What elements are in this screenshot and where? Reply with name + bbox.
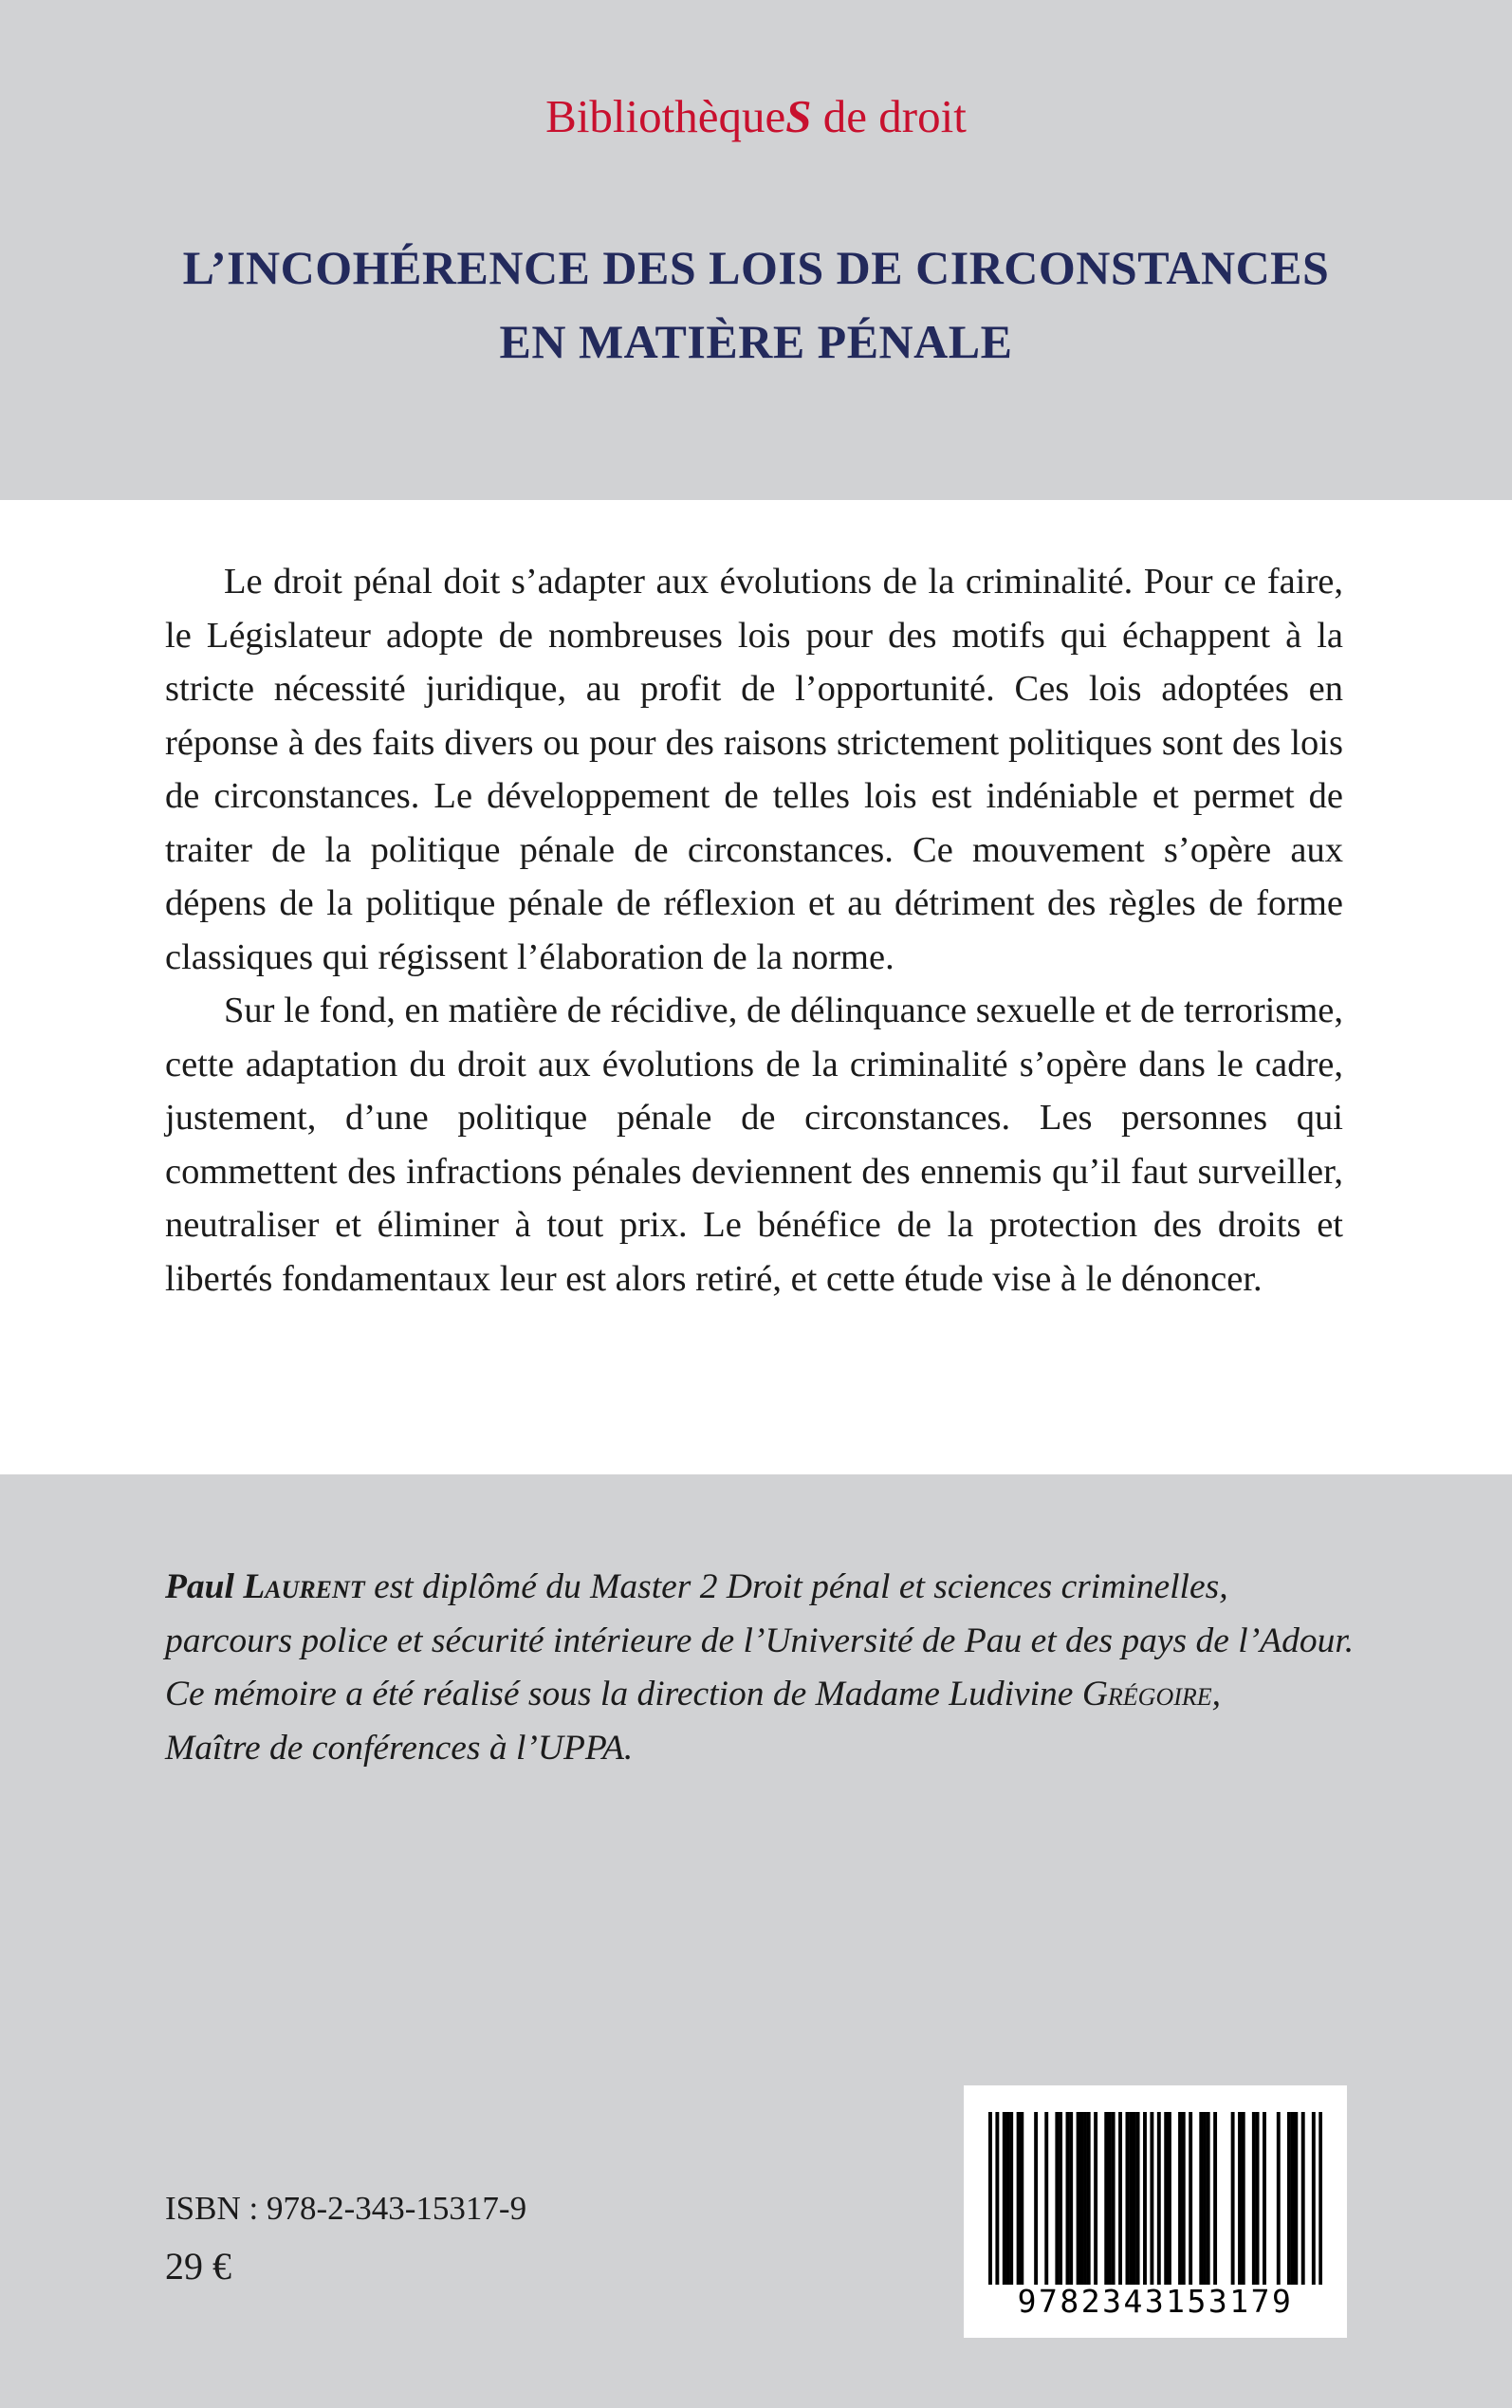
barcode-bar [1129,2112,1133,2285]
barcode-bar [1077,2112,1080,2285]
author-last-name: Laurent [243,1567,365,1606]
barcode-bar [1238,2112,1242,2285]
barcode-bar [1136,2112,1140,2285]
barcode-bar [1034,2112,1038,2285]
barcode-bar [1168,2112,1171,2285]
author-note-line-4: Maître de conférences à l’UPPA. [165,1728,634,1768]
barcode-bar [1199,2112,1203,2285]
barcode-bar [1277,2112,1281,2285]
barcode-bar [1143,2112,1147,2285]
barcode-bar [1312,2112,1316,2285]
barcode-bar [1044,2112,1048,2285]
barcode-bar [1164,2112,1168,2285]
barcode-bar [1094,2112,1097,2285]
book-title [0,231,1512,379]
barcode-bar [1157,2112,1161,2285]
barcode-bar [1213,2112,1217,2285]
barcode-bar [1066,2112,1070,2285]
author-note-line-3 [165,1668,1351,1722]
price-label: 29 € [165,2245,231,2288]
barcode-bar [1301,2112,1305,2285]
barcode-bar [995,2112,999,2285]
barcode-bar [1291,2112,1295,2285]
barcode-bar [1150,2112,1153,2285]
barcode-bar [1203,2112,1207,2285]
author-name [165,1567,365,1606]
barcode-bar [1104,2112,1108,2285]
barcode-bar [1256,2112,1260,2285]
barcode-bar [1059,2112,1062,2285]
barcode-bar [1231,2112,1235,2285]
barcode-bar [1118,2112,1122,2285]
barcode-bar [1069,2112,1073,2285]
title-line-2: EN MATIÈRE PÉNALE [499,315,1013,368]
series-name [0,89,1512,143]
barcode-bar [1133,2112,1136,2285]
title-line-1: L’INCOHÉRENCE DES LOIS DE CIRCONSTANCES [182,241,1330,294]
barcode-bar [1182,2112,1186,2285]
series-prefix: Bibliothèque [545,90,786,142]
barcode-bar [1009,2112,1013,2285]
barcode-bar [988,2112,992,2285]
barcode-icon [988,2112,1322,2285]
barcode-bar [1079,2112,1083,2285]
barcode-bar [1242,2112,1245,2285]
supervision-comma: , [1211,1675,1222,1713]
barcode-bar [1252,2112,1256,2285]
barcode-bar [1287,2112,1291,2285]
barcode-bar [1318,2112,1322,2285]
series-suffix: de droit [811,90,967,142]
barcode-bar [1189,2112,1192,2285]
barcode-bar [1017,2112,1021,2285]
supervisor-last-name: Grégoire [1081,1675,1212,1713]
barcode-bar [1006,2112,1010,2285]
series-s: S [785,90,812,142]
author-note [165,1561,1355,1775]
barcode-bar [1055,2112,1059,2285]
barcode-bar [1178,2112,1182,2285]
isbn-label: ISBN : 978-2-343-15317-9 [165,2190,527,2227]
barcode-bar [1294,2112,1298,2285]
barcode-box [964,2085,1347,2338]
barcode-bar [1108,2112,1112,2285]
barcode-bar [1020,2112,1023,2285]
barcode-bar [1003,2112,1006,2285]
summary-paragraph-1: Le droit pénal doit s’adapter aux évolutions de la criminalité. Pour ce faire, le Législateur adopte de nombreuses lois pour des motifs qui échappent à la stricte nécessité juridique, au profit de l’opportunité. Ces lois adoptées en réponse à des faits divers ou pour des raisons strictement politiques sont des lois de circonstances. Le développement de telles lois est indéniable et permet de traiter de la politique pénale de circonstances. Ce mouvement s’opère aux dépens de la politique pénale de réflexion et au détriment des règles de forme classiques qui régissent l’élaboration de la norme. [165,562,1343,977]
author-first-name: Paul [165,1567,244,1606]
barcode-bar [1087,2112,1091,2285]
author-degree: est diplômé du Master 2 Droit pénal et sciences criminelles, [364,1567,1228,1606]
barcode-bar [1207,2112,1210,2285]
author-note-line-2: parcours police et sécurité intérieure de l’Université de Pau et des pays de l’Adour. [165,1621,1355,1660]
barcode-bar [1126,2112,1130,2285]
author-note-line-1 [165,1561,1351,1615]
supervision-text: Ce mémoire a été réalisé sous la direction de Madame Ludivine [165,1675,1082,1713]
barcode-bar [1083,2112,1087,2285]
barcode-number: 9782343153179 [1017,2283,1294,2320]
barcode-bar [1112,2112,1116,2285]
summary-paragraph-2: Sur le fond, en matière de récidive, de délinquance sexuelle et de terrorisme, cette adaptation du droit aux évolutions de la criminalité s’opère dans le cadre, justement, d’une politique pénale de circonstances. Les personnes qui commettent des infractions pénales deviennent des ennemis qu’il faut surveiller, neutraliser et éliminer à tout prix. Le bénéfice de la protection des droits et libertés fondamentaux leur est alors retiré, et cette étude vise à le dénoncer. [165,991,1343,1299]
summary-text [165,555,1343,1306]
barcode-bar [1263,2112,1266,2285]
